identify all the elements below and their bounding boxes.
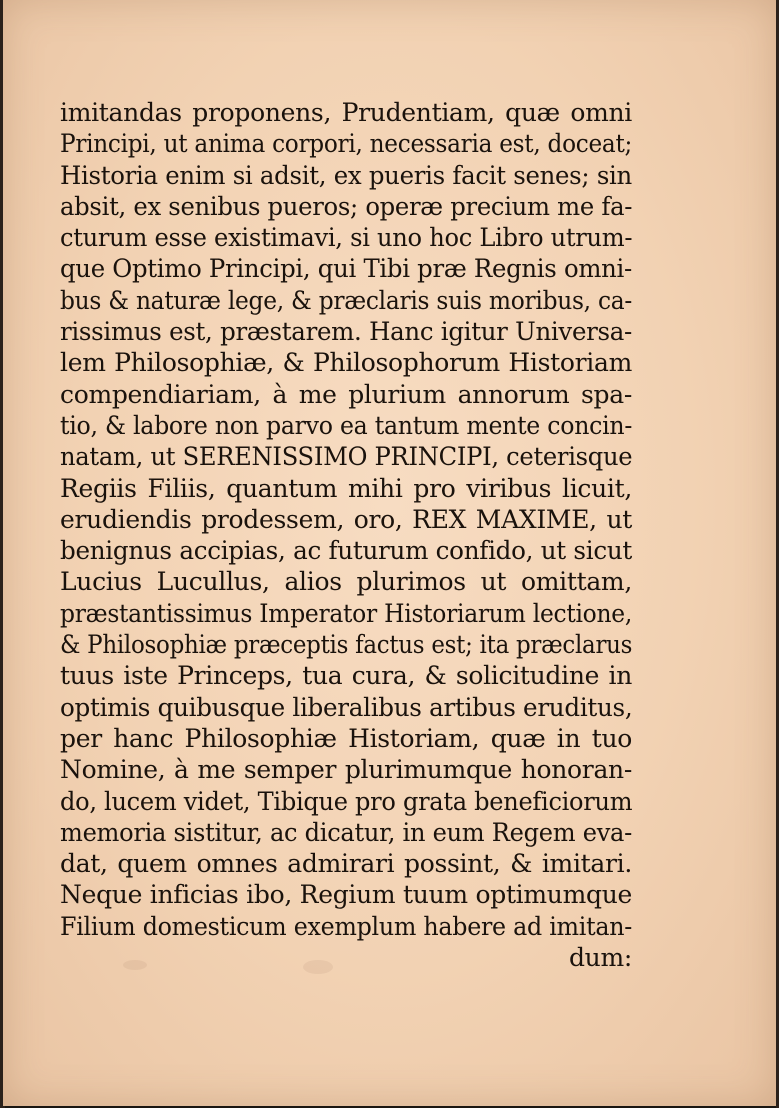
text-line: erudiendis prodessem, oro, REX MAXIME, ut [60, 504, 632, 534]
text-line: lem Philosophiæ, & Philosophorum Historiam [60, 348, 632, 378]
text-line: Neque inficias ibo, Regium tuum optimumque [60, 880, 632, 910]
text-line: compendiariam, à me plurium annorum spa- [60, 379, 632, 409]
text-line: absit, ex senibus pueros; operæ precium me fa- [60, 191, 633, 221]
text-line: benignus accipias, ac futurum confido, ut sicut [60, 536, 632, 566]
text-line: & Philosophiæ præceptis factus est; ita præclarus [60, 630, 633, 660]
text-line: natam, ut SERENISSIMO PRINCIPI, ceterisque [60, 442, 633, 472]
text-line: dat, quem omnes admirari possint, & imitari. [60, 849, 632, 879]
text-line: bus & naturæ lege, & præclaris suis moribus, ca- [60, 285, 632, 315]
catchword: dum: [568, 943, 632, 973]
body-text [60, 97, 632, 973]
text-line: Regiis Filiis, quantum mihi pro viribus licuit, [60, 473, 632, 503]
text-line: tuus iste Princeps, tua cura, & solicitudine in [60, 661, 632, 691]
text-line: Nomine, à me semper plurimumque honoran- [60, 755, 632, 785]
text-line: memoria sistitur, ac dicatur, in eum Regem eva- [60, 817, 633, 847]
text-line: cturum esse existimavi, si uno hoc Libro utrum- [60, 223, 633, 253]
text-line: que Optimo Principi, qui Tibi præ Regnis omni- [60, 254, 632, 284]
text-line: imitandas proponens, Prudentiam, quæ omni [60, 98, 632, 127]
text-line: optimis quibusque liberalibus artibus eruditus, [60, 692, 633, 722]
text-line: rissimus est, præstarem. Hanc igitur Universa- [60, 317, 633, 347]
text-line: tio, & labore non parvo ea tantum mente concin- [60, 410, 633, 440]
text-line: Filium domesticum exemplum habere ad imitan- [60, 911, 633, 941]
text-line: Principi, ut anima corpori, necessaria est, doceat; [60, 129, 633, 159]
text-line: do, lucem videt, Tibique pro grata beneficiorum [60, 786, 633, 816]
text-line: per hanc Philosophiæ Historiam, quæ in tuo [60, 723, 632, 753]
text-line: Lucius Lucullus, alios plurimos ut omittam, [60, 567, 632, 597]
text-line: præstantissimus Imperator Historiarum lectione, [60, 598, 633, 628]
text-line: Historia enim si adsit, ex pueris facit senes; sin [60, 160, 632, 190]
